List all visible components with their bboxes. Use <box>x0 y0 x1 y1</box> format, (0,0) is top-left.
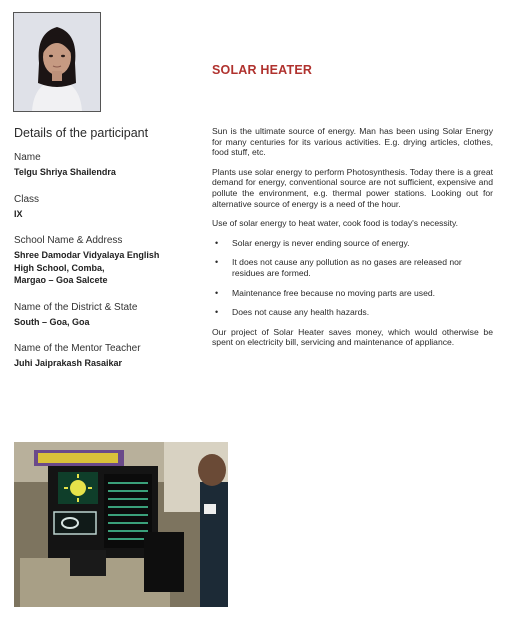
field-value: IX <box>14 208 23 219</box>
field-label: Name <box>14 152 41 163</box>
bullet-icon: • <box>215 287 219 298</box>
field-mentor <box>14 342 204 370</box>
field-value: Juhi Jaiprakash Rasaikar <box>14 358 123 368</box>
bullet-icon: • <box>215 237 219 248</box>
field-label: Name of the Mentor Teacher <box>14 343 141 354</box>
solar-heater-model-image <box>14 442 228 607</box>
project-title: SOLAR HEATER <box>212 63 313 77</box>
benefit-text: Maintenance free because no moving parts are used. <box>232 287 436 298</box>
benefits-list <box>212 238 493 318</box>
project-model-photo <box>14 442 228 607</box>
bullet-icon: • <box>215 257 219 268</box>
benefit-text: Solar energy is never ending source of energy. <box>232 237 410 248</box>
field-value: South – Goa, Goa <box>14 316 90 327</box>
closing-paragraph: Our project of Solar Heater saves money, which would otherwise be spent on electricity bill, servicing and maintenance of appliance. <box>212 326 493 348</box>
field-label: Name of the District & State <box>14 301 138 313</box>
benefit-text: It does not cause any pollution as no gases are released nor residues are formed. <box>232 257 462 278</box>
description-paragraph: Use of solar energy to heat water, cook food is today's necessity. <box>212 218 459 229</box>
field-name <box>14 151 204 179</box>
participant-details <box>14 126 204 384</box>
field-label: Class <box>14 193 40 205</box>
benefit-item <box>212 288 493 299</box>
participant-portrait-image <box>14 13 100 111</box>
description-paragraph: Plants use solar energy to perform Photosynthesis. Today there is a great demand for energy, conventional source are not sufficient, expensive and pollute the environment, e.g. thermal power stations. Looking out for alternative source of energy is a need of the hour. <box>212 166 493 209</box>
benefit-item <box>212 257 493 278</box>
benefit-item <box>212 307 493 318</box>
field-value-line: Margao – Goa Salcete <box>14 275 108 285</box>
field-value: Telgu Shriya Shailendra <box>14 167 116 177</box>
field-value-line: Shree Damodar Vidyalaya English <box>14 250 160 260</box>
description-paragraph: Sun is the ultimate source of energy. Man has been using Solar Energy for many centuries for its various activities. E.g. drying articles, clothes, food stuff, etc. <box>212 126 493 158</box>
project-description <box>212 126 493 357</box>
participant-photo <box>13 12 101 112</box>
field-school <box>14 234 204 287</box>
bullet-icon: • <box>215 307 219 318</box>
field-district-state <box>14 301 204 329</box>
benefit-text: Does not cause any health hazards. <box>232 307 370 318</box>
participant-details-heading: Details of the participant <box>14 126 149 140</box>
benefit-item <box>212 238 493 249</box>
field-class <box>14 193 204 221</box>
field-label: School Name & Address <box>14 235 123 246</box>
field-value-line: High School, Comba, <box>14 262 105 273</box>
